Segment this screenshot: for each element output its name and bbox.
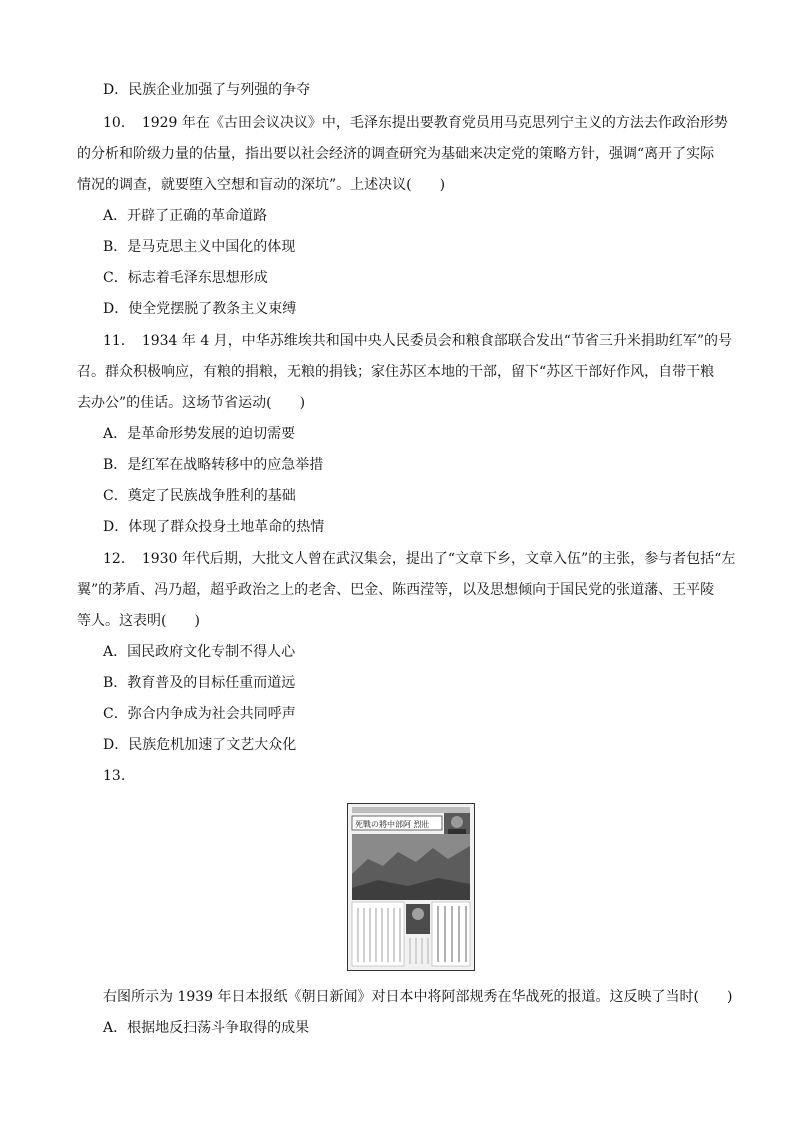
q11-option-a: A．是革命形势发展的迫切需要 [103,426,296,442]
newspaper-figure [347,803,475,971]
q11-option-d: D．体现了群众投身土地革命的热情 [103,519,325,535]
q11-stem-line3: 去办公”的佳话。这场节省运动( ) [77,395,306,411]
q13-stem: 右图所示为 1939 年日本报纸《朝日新闻》对日本中将阿部规秀在华战死的报道。这反映了当时( ) [103,989,733,1005]
q9-option-d: D．民族企业加强了与列强的争夺 [103,82,311,98]
figure-headline: 死戰の將中部阿 烈壯 [355,820,430,829]
newspaper-image [348,804,474,970]
q12-stem-line3: 等人。这表明( ) [77,613,200,629]
q11-option-c: C．奠定了民族战争胜利的基础 [103,488,296,504]
q12-option-b: B．教育普及的目标任重而道远 [103,675,296,691]
q13-option-a: A．根据地反扫荡斗争取得的成果 [103,1020,310,1036]
q12-stem-line1: 12． 1930 年代后期，大批文人曾在武汉集会，提出了“文章下乡，文章入伍”的主张，参与者包括“左 [103,551,736,567]
q10-stem-line3: 情况的调查，就要堕入空想和盲动的深坑”。上述决议( ) [77,177,446,193]
q12-option-a: A．国民政府文化专制不得人心 [103,644,296,660]
q11-option-b: B．是红军在战略转移中的应急举措 [103,457,324,473]
q10-option-d: D．使全党摆脱了教条主义束缚 [103,301,297,317]
q12-option-c: C．弥合内争成为社会共同呼声 [103,706,296,722]
q12-stem-line2: 翼”的茅盾、冯乃超，超乎政治之上的老舍、巴金、陈西滢等，以及思想倾向于国民党的张道藩、王平陵 [77,582,715,598]
q13-number: 13. [103,768,126,784]
q10-option-b: B．是马克思主义中国化的体现 [103,239,296,255]
q10-stem-line1: 10． 1929 年在《古田会议决议》中，毛泽东提出要教育党员用马克思列宁主义的方法去作政治形势 [103,115,728,131]
q11-stem-line1: 11． 1934 年 4 月，中华苏维埃共和国中央人民委员会和粮食部联合发出“节省三升米捐助红军”的号 [103,333,733,349]
q12-option-d: D．民族危机加速了文艺大众化 [103,737,297,753]
q10-option-c: C．标志着毛泽东思想形成 [103,270,268,286]
q11-stem-line2: 召。群众积极响应，有粮的捐粮，无粮的捐钱；家住苏区本地的干部，留下“苏区干部好作风，自带干粮 [77,364,715,380]
q10-option-a: A．开辟了正确的革命道路 [103,208,268,224]
q10-stem-line2: 的分析和阶级力量的估量，指出要以社会经济的调查研究为基础来决定党的策略方针，强调“离开了实际 [77,146,715,162]
